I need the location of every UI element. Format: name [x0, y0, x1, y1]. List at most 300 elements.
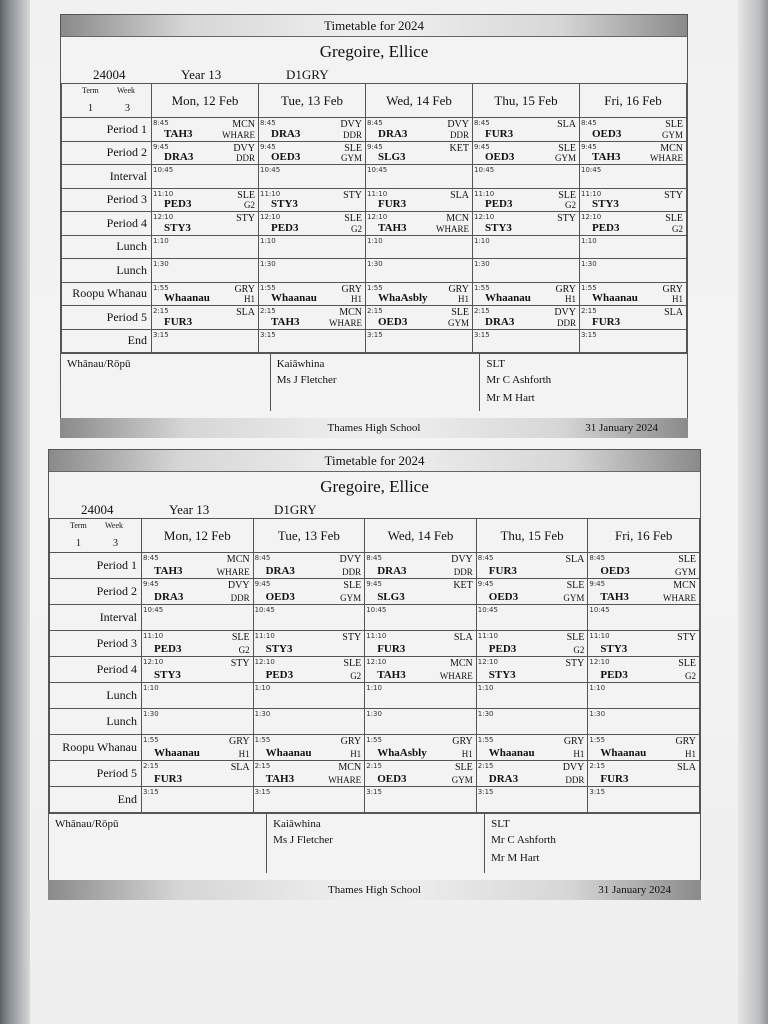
lesson-time: 9:45 [254, 580, 271, 588]
row-label: Lunch [62, 235, 152, 259]
lesson-cell [588, 657, 700, 683]
lesson-time: 9:45 [477, 580, 494, 588]
lesson-cell [473, 188, 580, 212]
lesson-cell [152, 141, 259, 165]
lesson-teacher: MCN [660, 142, 683, 154]
week-value: 3 [113, 538, 118, 549]
lesson-room: DDR [342, 567, 362, 577]
lesson-cell [580, 212, 687, 236]
lesson-teacher: MCN [673, 580, 696, 591]
lesson-cell [259, 118, 366, 142]
lesson-subject: STY3 [488, 669, 516, 681]
lesson-room: WHARE [439, 671, 473, 681]
lesson-room: WHARE [222, 129, 255, 140]
lesson-cell [259, 306, 366, 330]
lesson-time: 1:55 [143, 736, 159, 744]
lesson-teacher: DVY [227, 580, 250, 591]
lesson-time: 12:10 [366, 658, 387, 666]
lesson-subject: OED3 [377, 773, 407, 785]
day-header: Thu, 15 Feb [473, 84, 580, 118]
lesson-subject: PED3 [164, 198, 192, 210]
lesson-time: 9:45 [589, 580, 606, 588]
timetable-title-bar: Timetable for 2024 [49, 450, 700, 472]
lesson-room: H1 [685, 749, 696, 759]
kaiawhina-name: Ms J Fletcher [273, 834, 333, 846]
lesson-teacher: SLE [231, 632, 250, 643]
lesson-subject: Whaanau [600, 747, 647, 759]
lesson-teacher: GRY [448, 283, 469, 295]
day-header: Wed, 14 Feb [366, 84, 473, 118]
lesson-cell [152, 306, 259, 330]
staff-row [61, 353, 687, 411]
student-id: 24004 [81, 502, 114, 517]
lesson-subject: SLG3 [377, 591, 405, 603]
lesson-time: 2:15 [474, 307, 490, 315]
lesson-cell [588, 761, 700, 787]
lesson-time: 11:10 [367, 189, 388, 198]
week-label: Week [105, 521, 124, 530]
lesson-cell [366, 329, 473, 353]
lesson-time: 1:10 [260, 236, 276, 245]
lesson-cell [142, 631, 254, 657]
lesson-teacher: SLE [343, 658, 362, 669]
lesson-teacher: MCN [449, 658, 473, 669]
lesson-cell [365, 761, 477, 787]
day-header: Mon, 12 Feb [142, 519, 254, 553]
lesson-time: 2:15 [260, 307, 276, 315]
slt-label: SLT [491, 818, 510, 830]
timetable-copy-2 [48, 449, 701, 900]
lesson-time: 10:45 [367, 166, 388, 174]
lesson-time: 8:45 [589, 554, 606, 562]
lesson-subject: DRA3 [485, 315, 515, 328]
lesson-teacher: DVY [233, 142, 255, 154]
lesson-subject: STY3 [265, 643, 293, 655]
lesson-subject: WhaAsbly [377, 747, 427, 759]
lesson-time: 1:55 [367, 283, 383, 292]
lesson-teacher: SLE [665, 119, 683, 130]
lesson-time: 11:10 [581, 189, 602, 198]
lesson-cell [588, 709, 700, 735]
lesson-room: G2 [244, 200, 255, 210]
row-label: Lunch [50, 709, 142, 735]
slt-section [485, 814, 700, 873]
lesson-room: GYM [674, 567, 696, 577]
timetable-row [50, 631, 700, 657]
lesson-teacher: SLE [344, 142, 362, 154]
lesson-teacher: DVY [554, 307, 576, 318]
lesson-cell [366, 282, 473, 306]
lesson-room: WHARE [650, 153, 683, 163]
lesson-time: 10:45 [581, 166, 602, 174]
lesson-time: 1:30 [260, 260, 276, 268]
student-form: D1GRY [286, 67, 329, 82]
lesson-subject: STY3 [592, 198, 619, 210]
lesson-room: DDR [453, 567, 473, 577]
lesson-time: 1:30 [589, 710, 606, 718]
lesson-subject: PED3 [600, 669, 628, 681]
lesson-time: 1:55 [366, 736, 382, 744]
lesson-subject: TAH3 [600, 591, 629, 603]
lesson-subject: DRA3 [154, 591, 184, 603]
lesson-cell [588, 631, 700, 657]
lesson-room: G2 [573, 645, 585, 655]
kaiawhina-name: Ms J Fletcher [276, 374, 337, 386]
day-header-row [50, 519, 700, 553]
lesson-teacher: SLE [451, 307, 469, 318]
staff-row [49, 813, 700, 873]
lesson-room: GYM [447, 317, 469, 328]
lesson-time: 8:45 [143, 554, 159, 562]
lesson-subject: STY3 [600, 643, 628, 655]
lesson-time: 1:10 [474, 236, 490, 245]
timetable-row [50, 761, 700, 787]
lesson-cell [259, 165, 366, 189]
lesson-teacher: SLE [343, 580, 362, 591]
term-label: Term [82, 86, 99, 95]
day-header-row [62, 84, 687, 118]
lesson-subject: FUR3 [378, 198, 407, 210]
lesson-cell [580, 306, 687, 330]
lesson-teacher: GRY [234, 283, 255, 295]
lesson-teacher: GRY [340, 736, 362, 747]
lesson-teacher: STY [677, 632, 696, 643]
lesson-teacher: GRY [555, 283, 576, 295]
row-label: Period 1 [50, 553, 142, 579]
lesson-teacher: DVY [451, 554, 473, 565]
lesson-cell [580, 235, 687, 259]
lesson-room: H1 [458, 294, 469, 304]
lesson-cell [365, 631, 477, 657]
lesson-time: 10:45 [143, 606, 164, 614]
lesson-cell [253, 605, 365, 631]
student-name: Gregoire, Ellice [320, 477, 429, 496]
timetable-row [50, 683, 700, 709]
lesson-cell [142, 683, 254, 709]
week-value: 3 [125, 103, 130, 114]
lesson-cell [259, 329, 366, 353]
lesson-teacher: GRY [341, 283, 362, 295]
lesson-cell [142, 761, 254, 787]
lesson-time: 9:45 [474, 142, 490, 151]
lesson-teacher: KET [449, 142, 469, 154]
row-label: Period 5 [50, 761, 142, 787]
day-header: Mon, 12 Feb [152, 84, 259, 118]
slt-name: Mr C Ashforth [486, 374, 552, 386]
day-header: Tue, 13 Feb [253, 519, 365, 553]
lesson-cell [580, 259, 687, 283]
lesson-cell [253, 787, 365, 813]
lesson-time: 9:45 [260, 142, 276, 151]
student-info-row [61, 67, 687, 83]
whanau-label: Whānau/Rōpū [55, 818, 119, 830]
timetable-row [50, 579, 700, 605]
lesson-subject: STY3 [154, 669, 181, 681]
lesson-cell [152, 165, 259, 189]
lesson-cell [259, 212, 366, 236]
lesson-subject: OED3 [600, 565, 630, 577]
student-form: D1GRY [274, 502, 317, 517]
print-date: 31 January 2024 [585, 422, 658, 434]
lesson-subject: DRA3 [164, 151, 194, 163]
lesson-cell [366, 259, 473, 283]
lesson-cell [152, 235, 259, 259]
lesson-subject: OED3 [592, 127, 622, 140]
day-header: Wed, 14 Feb [365, 519, 477, 553]
lesson-subject: TAH3 [592, 151, 621, 163]
student-year: Year 13 [169, 502, 210, 517]
lesson-cell [476, 631, 588, 657]
row-label: Period 2 [50, 579, 142, 605]
lesson-teacher: GRY [563, 736, 585, 747]
lesson-subject: FUR3 [485, 127, 514, 140]
slt-name: Mr M Hart [486, 392, 535, 404]
lesson-time: 1:10 [143, 684, 159, 692]
lesson-cell [366, 188, 473, 212]
lesson-cell [473, 165, 580, 189]
student-year: Year 13 [181, 67, 222, 82]
lesson-cell [580, 141, 687, 165]
lesson-cell [152, 259, 259, 283]
row-label: Period 4 [50, 657, 142, 683]
student-name: Gregoire, Ellice [319, 42, 429, 61]
lesson-time: 10:45 [260, 166, 281, 174]
lesson-cell [253, 657, 365, 683]
lesson-teacher: SLA [664, 307, 683, 318]
lesson-cell [365, 735, 477, 761]
lesson-time: 1:30 [254, 710, 271, 718]
lesson-time: 11:10 [589, 632, 610, 640]
lesson-time: 12:10 [260, 213, 281, 221]
lesson-subject: DRA3 [271, 127, 301, 140]
row-label: Period 3 [62, 188, 152, 212]
lesson-cell [365, 657, 477, 683]
lesson-cell [476, 787, 588, 813]
footer-bar [60, 418, 688, 438]
lesson-time: 11:10 [153, 189, 174, 198]
lesson-room: G2 [685, 671, 696, 681]
lesson-time: 1:55 [254, 736, 271, 744]
timetable-title-bar: Timetable for 2024 [61, 15, 687, 37]
row-label: Period 1 [62, 118, 152, 142]
lesson-time: 1:10 [367, 236, 383, 245]
day-header: Fri, 16 Feb [588, 519, 700, 553]
lesson-subject: STY3 [271, 198, 298, 210]
timetable-copy-1 [60, 14, 688, 438]
lesson-time: 1:10 [581, 236, 597, 245]
lesson-subject: OED3 [485, 151, 515, 163]
term-week-cell [62, 84, 152, 118]
lesson-time: 9:45 [367, 142, 383, 151]
footer-bar [48, 880, 701, 900]
lesson-time: 1:55 [260, 283, 276, 292]
lesson-time: 8:45 [367, 119, 383, 127]
lesson-subject: Whaanau [271, 292, 317, 304]
lesson-room: H1 [573, 749, 585, 759]
lesson-time: 12:10 [474, 213, 495, 221]
lesson-time: 3:15 [254, 788, 271, 796]
row-label: Interval [62, 165, 152, 189]
print-date: 31 January 2024 [598, 884, 671, 896]
lesson-time: 9:45 [581, 142, 597, 151]
lesson-time: 8:45 [477, 554, 494, 562]
lesson-cell [365, 579, 477, 605]
lesson-time: 11:10 [260, 189, 281, 198]
lesson-teacher: SLE [558, 189, 576, 201]
lesson-subject: Whaanau [485, 292, 531, 304]
lesson-time: 1:30 [366, 710, 382, 718]
lesson-subject: FUR3 [592, 315, 621, 328]
slt-label: SLT [486, 358, 505, 370]
lesson-time: 2:15 [254, 762, 271, 770]
whanau-label: Whānau/Rōpū [67, 358, 131, 370]
lesson-time: 1:55 [474, 283, 490, 292]
lesson-cell [473, 141, 580, 165]
whanau-section [61, 354, 271, 411]
row-label: Period 5 [62, 306, 152, 330]
lesson-room: GYM [554, 153, 576, 163]
lesson-teacher: SLE [566, 632, 585, 643]
lesson-time: 8:45 [474, 119, 490, 127]
lesson-time: 12:10 [589, 658, 610, 666]
lesson-teacher: SLA [230, 762, 250, 773]
row-label: Interval [50, 605, 142, 631]
lesson-cell [142, 735, 254, 761]
lesson-time: 1:55 [153, 283, 169, 292]
lesson-cell [366, 165, 473, 189]
lesson-room: WHARE [328, 775, 362, 785]
lesson-time: 1:55 [581, 283, 597, 292]
lesson-teacher: STY [565, 658, 585, 669]
lesson-time: 1:30 [581, 260, 597, 268]
timetable-row [62, 259, 687, 283]
lesson-cell [476, 657, 588, 683]
kaiawhina-section [271, 354, 481, 411]
lesson-cell [253, 631, 365, 657]
lesson-time: 8:45 [366, 554, 382, 562]
day-header: Tue, 13 Feb [259, 84, 366, 118]
timetable-row [50, 605, 700, 631]
lesson-cell [476, 605, 588, 631]
lesson-time: 1:30 [367, 260, 383, 268]
lesson-cell [588, 683, 700, 709]
term-label: Term [70, 521, 87, 530]
lesson-teacher: SLA [565, 554, 585, 565]
lesson-cell [366, 306, 473, 330]
lesson-room: H1 [351, 294, 362, 304]
row-label: Period 3 [50, 631, 142, 657]
lesson-cell [152, 329, 259, 353]
slt-name: Mr C Ashforth [491, 834, 556, 846]
lesson-cell [366, 141, 473, 165]
lesson-time: 2:15 [153, 307, 169, 315]
lesson-room: G2 [238, 645, 250, 655]
lesson-teacher: STY [664, 189, 683, 201]
lesson-room: DDR [235, 153, 255, 163]
term-week-cell [50, 519, 142, 553]
timetable-row [62, 141, 687, 165]
lesson-time: 12:10 [143, 658, 164, 666]
lesson-room: DDR [342, 129, 362, 140]
lesson-cell [152, 282, 259, 306]
lesson-cell [365, 605, 477, 631]
lesson-time: 9:45 [143, 580, 159, 588]
lesson-teacher: SLA [236, 307, 255, 318]
row-label: End [62, 329, 152, 353]
lesson-time: 3:15 [367, 330, 383, 339]
lesson-subject: Whaanau [265, 747, 312, 759]
lesson-room: G2 [565, 200, 576, 210]
lesson-cell [142, 553, 254, 579]
student-id: 24004 [93, 67, 126, 82]
lesson-teacher: SLE [665, 213, 683, 224]
lesson-teacher: DVY [447, 119, 469, 130]
lesson-subject: Whaanau [592, 292, 638, 304]
lesson-subject: WhaAsbly [378, 292, 428, 304]
lesson-subject: PED3 [592, 221, 620, 234]
timetable-grid [61, 83, 687, 353]
lesson-teacher: MCN [338, 762, 362, 773]
lesson-subject: SLG3 [378, 151, 406, 163]
lesson-cell [259, 141, 366, 165]
lesson-time: 1:10 [153, 236, 169, 245]
lesson-time: 10:45 [477, 606, 498, 614]
lesson-time: 3:15 [260, 330, 276, 339]
lesson-cell [588, 579, 700, 605]
lesson-time: 11:10 [366, 632, 387, 640]
lesson-time: 8:45 [254, 554, 271, 562]
lesson-subject: Whaanau [164, 292, 210, 304]
lesson-subject: FUR3 [488, 565, 517, 577]
lesson-teacher: SLE [678, 554, 696, 565]
row-label: Roopu Whanau [50, 735, 142, 761]
term-value: 1 [76, 538, 81, 549]
lesson-cell [142, 709, 254, 735]
lesson-subject: Whaanau [154, 747, 200, 759]
lesson-teacher: STY [230, 658, 250, 669]
lesson-teacher: SLA [677, 762, 696, 773]
lesson-subject: OED3 [378, 315, 408, 328]
lesson-teacher: SLA [450, 189, 469, 201]
week-label: Week [117, 86, 136, 95]
lesson-subject: DRA3 [377, 565, 407, 577]
lesson-cell [253, 709, 365, 735]
lesson-time: 1:10 [366, 684, 382, 692]
lesson-cell [473, 118, 580, 142]
lesson-room: GYM [340, 593, 362, 603]
lesson-subject: TAH3 [377, 669, 406, 681]
lesson-teacher: SLE [237, 189, 255, 201]
lesson-subject: FUR3 [164, 315, 193, 328]
lesson-time: 10:45 [474, 166, 495, 174]
lesson-subject: STY3 [485, 221, 512, 234]
timetable-row [50, 657, 700, 683]
lesson-teacher: DVY [562, 762, 585, 773]
lesson-time: 12:10 [153, 213, 174, 221]
lesson-cell [253, 761, 365, 787]
lesson-subject: STY3 [164, 221, 191, 234]
lesson-room: H1 [461, 749, 473, 759]
lesson-room: H1 [350, 749, 362, 759]
lesson-cell [588, 553, 700, 579]
lesson-time: 10:45 [589, 606, 610, 614]
lesson-room: G2 [672, 223, 683, 234]
lesson-subject: TAH3 [378, 221, 407, 234]
timetable-row [62, 212, 687, 236]
timetable-row [62, 165, 687, 189]
lesson-cell [152, 188, 259, 212]
timetable-row [62, 306, 687, 330]
